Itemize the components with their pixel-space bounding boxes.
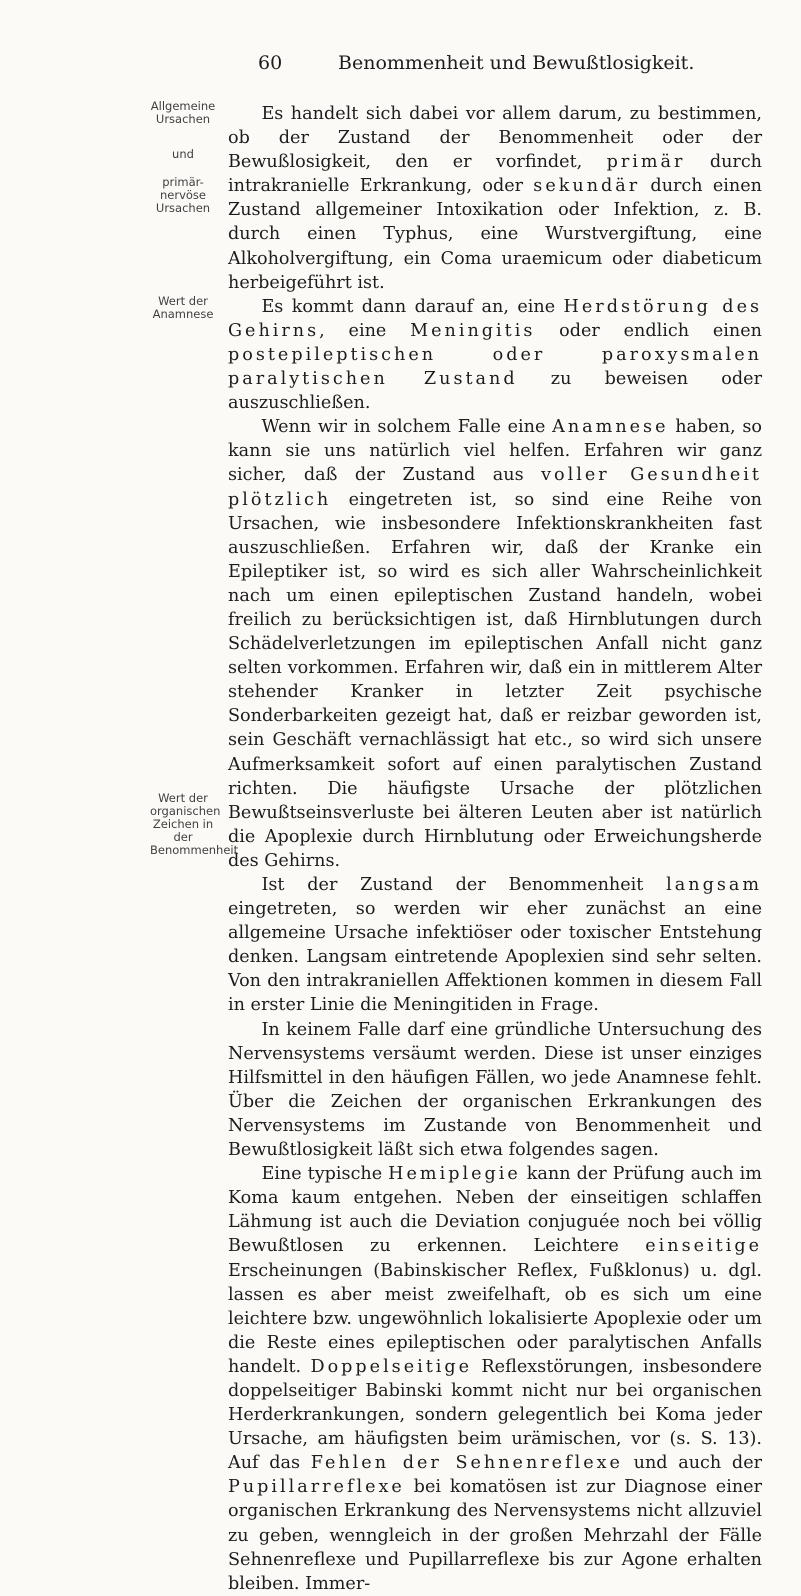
page-number: 60 (258, 52, 283, 74)
margin-note-allgemeine-ursachen: Allgemeine Ursachen (150, 99, 216, 126)
paragraph: Es kommt dann darauf an, eine Herdstörung des Gehirns, eine Meningitis oder endlich einen postepileptischen oder paroxysmalen paralytischen Zustand zu beweisen oder auszuschließen. (228, 296, 762, 414)
paragraph: Eine typische Hemiplegie kann der Prüfung auch im Koma kaum entgehen. Neben der einseitigen schlaffen Lähmung ist auch die Deviation conjuguée noch bei völlig Bewußtlosen zu erkennen. Leichtere einseitige Erscheinungen (Babinskischer Reflex, Fußklonus) u. dgl. lassen es aber meist zweifelhaft, ob es sich um eine leichtere bzw. ungewöhnlich lokalisierte Apoplexie oder um die Reste eines epileptischen oder paralytischen Anfalls handelt. Doppelseitige Reflexstörungen, insbesondere doppelseitiger Babinski kommt nicht nur bei organischen Herderkrankungen, sondern gelegentlich bei Koma jeder Ursache, am häufigsten beim urämischen, vor (s. S. 13). Auf das Fehlen der Sehnenreflexe und auch der Pupillarreflexe bei komatösen ist zur Diagnose einer organischen Erkrankung des Nervensystems nicht allzuviel zu geben, wenngleich in der großen Mehrzahl der Fälle Sehnenreflexe und Pupillarreflexe bis zur Agone erhalten bleiben. Immer- (228, 1164, 763, 1594)
paragraph: Ist der Zustand der Benommenheit langsam eingetreten, so werden wir eher zunächst an eine allgemeine Ursache infektiöser oder toxischer Entstehung denken. Langsam eintretende Apoplexien sind sehr selten. Von den intrakraniellen Affektionen kommen in diesem Fall in erster Linie die Meningitiden in Frage. (228, 875, 762, 1016)
margin-note-primaer-nervoese-ursachen: primär-nervöse Ursachen (155, 175, 211, 215)
margin-note-und: und (172, 147, 194, 161)
page-header (0, 52, 801, 80)
paragraph: In keinem Falle darf eine gründliche Untersuchung des Nervensystems versäumt werden. Diese ist unser einziges Hilfsmittel in den häufigen Fällen, wo jede Anamnese fehlt. Über die Zeichen der organischen Erkrankungen des Nervensystems im Zustande von Benommenheit und Bewußtlosigkeit läßt sich etwa folgendes sagen. (228, 1019, 762, 1161)
margin-note-wert-der-anamnese: Wert der Anamnese (152, 294, 214, 321)
body-text (228, 102, 762, 1596)
running-title: Benommenheit und Bewußtlosigkeit. (338, 52, 695, 74)
paragraph: Es handelt sich dabei vor allem darum, zu bestimmen, ob der Zustand der Benommenheit oder der Bewußlosigkeit, den er vorfindet, primär durch intrakranielle Erkrankung, oder sekundär durch einen Zustand allgemeiner Intoxikation oder Infektion, z. B. durch einen Typhus, eine Wurstvergiftung, eine Alkoholvergiftung, ein Coma uraemicum oder diabeticum herbeigeführt ist. (228, 104, 763, 293)
paragraph: Wenn wir in solchem Falle eine Anamnese haben, so kann sie uns natürlich viel helfen. Erfahren wir ganz sicher, daß der Zustand aus voller Gesundheit plötzlich eingetreten ist, so sind eine Reihe von Ursachen, wie insbesondere Infektionskrankheiten fast auszuschließen. Erfahren wir, daß der Kranke ein Epileptiker ist, so wird es sich aller Wahrscheinlichkeit nach um einen epileptischen Zustand handeln, wobei freilich zu berücksichtigen ist, daß Hirnblutungen durch Schädelverletzungen im epileptischen Anfall nicht ganz selten vorkommen. Erfahren wir, daß ein in mittlerem Alter stehender Kranker in letzter Zeit psychische Sonderbarkeiten gezeigt hat, daß er reizbar geworden ist, sein Geschäft vernachlässigt hat etc., so wird sich unsere Aufmerksamkeit sofort auf einen paralytischen Zustand richten. Die häufigste Ursache der plötzlichen Bewußtseinsverluste bei älteren Leuten aber ist natürlich die Apoplexie durch Hirnblutung oder Erweichungsherde des Gehirns. (228, 417, 763, 871)
margin-note-wert-der-organischen-zeichen: Wert der organischen Zeichen in der Benommenheit (150, 791, 239, 857)
